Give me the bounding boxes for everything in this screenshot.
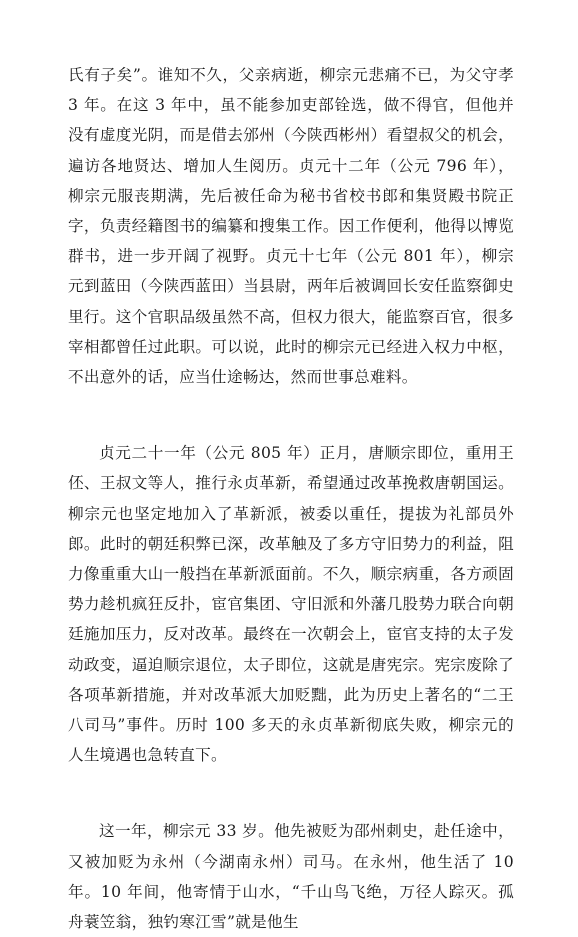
paragraph-3: 这一年，柳宗元 33 岁。他先被贬为邵州刺史，赴任途中，又被加贬为永州（今湖南永州）司马。在永州，他生活了 10 年。10 年间，他寄情于山水，“千山鸟飞绝，万径人踪灭。孤舟蓑笠翁，独钓寒江雪”就是他生 [68, 822, 514, 932]
paragraph-gap [68, 770, 514, 816]
paragraph-gap [68, 392, 514, 438]
document-body [68, 60, 514, 937]
paragraph-1: 氏有子矣”。谁知不久，父亲病逝，柳宗元悲痛不已，为父守孝 3 年。在这 3 年中，虽不能参加吏部铨选，做不得官，但他并没有虚度光阴，而是借去邠州（今陕西彬州）看望叔父的机会，遍访各地贤达、增加人生阅历。贞元十二年（公元 796 年），柳宗元服丧期满，先后被任命为秘书省校书郎和集贤殿书院正字，负责经籍图书的编纂和搜集工作。因工作便利，他得以博览群书，进一步开阔了视野。贞元十七年（公元 801 年），柳宗元到蓝田（今陕西蓝田）当县尉，两年后被调回长安任监察御史里行。这个官职品级虽然不高，但权力很大，能监察百官，很多宰相都曾任过此职。可以说，此时的柳宗元已经进入权力中枢，不出意外的话，应当仕途畅达，然而世事总难料。 [68, 66, 514, 387]
paragraph-2: 贞元二十一年（公元 805 年）正月，唐顺宗即位，重用王伾、王叔文等人，推行永贞革新，希望通过改革挽救唐朝国运。柳宗元也坚定地加入了革新派，被委以重任，提拔为礼部员外郎。此时的朝廷积弊已深，改革触及了多方守旧势力的利益，阻力像重重大山一般挡在革新派面前。不久，顺宗病重，各方顽固势力趁机疯狂反扑，宦官集团、守旧派和外藩几股势力联合向朝廷施加压力，反对改革。最终在一次朝会上，宦官支持的太子发动政变，逼迫顺宗退位，太子即位，这就是唐宪宗。宪宗废除了各项革新措施，并对改革派大加贬黜，此为历史上著名的“二王八司马”事件。历时 100 多天的永贞革新彻底失败，柳宗元的人生境遇也急转直下。 [68, 444, 514, 765]
